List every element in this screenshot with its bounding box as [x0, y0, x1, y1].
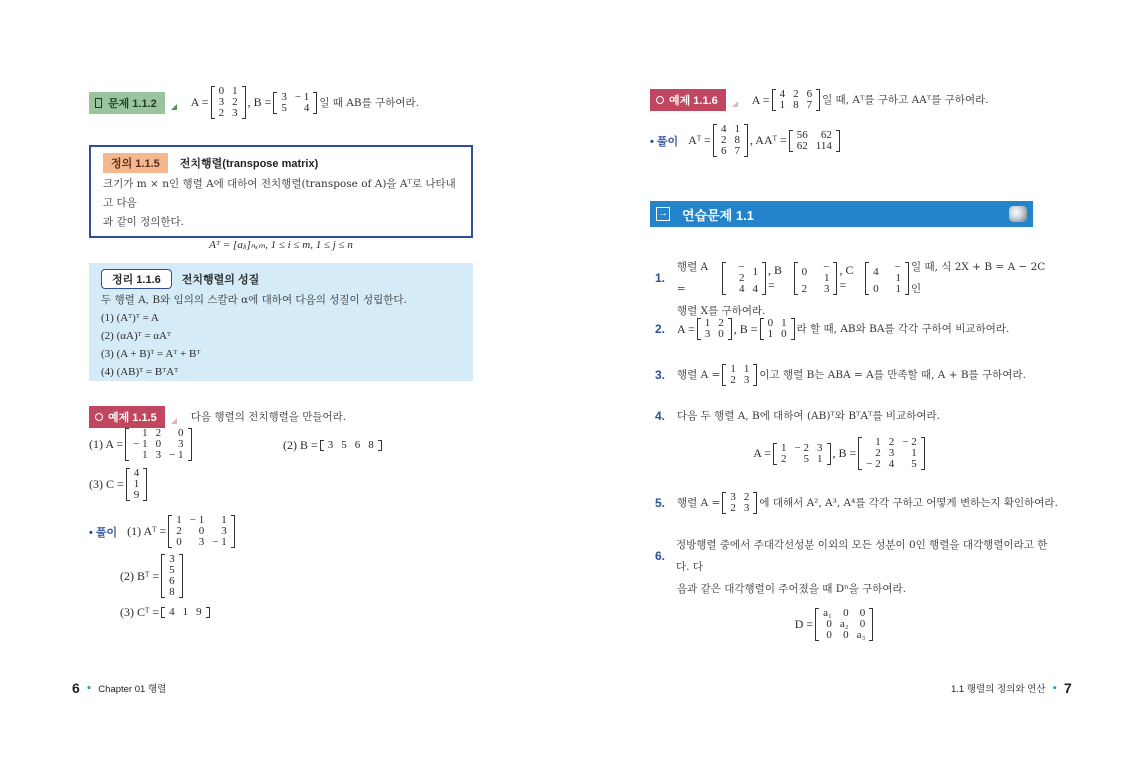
- matrix-cell: 5: [341, 439, 347, 451]
- left-footer: [72, 680, 166, 696]
- matrix-cell: 114: [815, 139, 832, 152]
- exercise-text: 에 대해서 A², A³, A⁴를 각각 구하고 어떻게 변하는지 확인하여라.: [759, 497, 1058, 509]
- matrix-a-label: A =: [190, 95, 209, 109]
- matrix-b: [858, 437, 924, 470]
- matrix-cell: − 1: [294, 90, 310, 103]
- matrix-cell: 6: [354, 439, 361, 451]
- bullet-dot: •: [1051, 681, 1059, 695]
- matrix-cell: 4: [752, 282, 758, 295]
- bracket-right: [816, 89, 820, 111]
- example-text: 다음 행렬의 전치행렬을 만들어라.: [190, 411, 347, 423]
- matrix-entries: [215, 86, 242, 119]
- matrix-cell: 9: [196, 606, 202, 618]
- matrix-cell: 6: [169, 575, 175, 587]
- matrix-cell: 1: [779, 99, 786, 111]
- solution-part-2: [120, 554, 185, 598]
- bracket-right: [728, 318, 732, 340]
- matrix-cell: 4: [738, 282, 745, 295]
- matrix-b-label: , B =: [247, 95, 272, 109]
- bullet-dot: •: [85, 681, 93, 695]
- theorem-item-3: (3) (A + B)ᵀ = Aᵀ + Bᵀ: [101, 348, 201, 360]
- matrix-entries: [726, 364, 753, 386]
- matrix-cell: 4: [873, 266, 879, 278]
- exercise-number: 1.: [655, 271, 666, 285]
- matrix-cell: 3: [232, 107, 238, 119]
- part-3-label: (3) C =: [89, 477, 124, 491]
- matrix-cell: 1: [781, 441, 787, 454]
- matrix-entries: [777, 443, 826, 465]
- matrix-cell: − 1: [212, 536, 227, 548]
- matrix-cell: 1: [781, 317, 787, 329]
- matrix-cell: 3: [743, 502, 750, 514]
- theorem-title: 전치행렬의 성질: [181, 274, 260, 286]
- matrix-entries: [172, 515, 230, 548]
- matrix-entries: [129, 428, 187, 461]
- exercise-text: 행렬 A =: [677, 497, 721, 509]
- matrix-cell: 2: [718, 317, 724, 329]
- example-1-1-6-header: [650, 89, 989, 111]
- part-1-label: (1) A =: [89, 437, 124, 451]
- matrix-cell: 8: [169, 586, 175, 598]
- matrix-cell: 0: [781, 328, 787, 340]
- matrix-cell: 1: [142, 427, 148, 439]
- problem-text: 일 때 AB를 구하여라.: [319, 96, 419, 109]
- exercise-5: [655, 492, 1058, 514]
- matrix-cell: 3: [730, 491, 736, 503]
- theorem-item-4: (4) (AB)ᵀ = BᵀAᵀ: [101, 366, 179, 378]
- example-label: 예제 1.1.6: [669, 95, 718, 107]
- matrix-cell: 5: [169, 564, 175, 576]
- matrix-cell: 3: [281, 90, 287, 103]
- matrix-cell: 3: [218, 96, 225, 108]
- theorem-item-1: (1) (Aᵀ)ᵀ = A: [101, 312, 159, 324]
- exercise-4: [655, 405, 1055, 470]
- matrix-c-transpose: [161, 607, 210, 618]
- flag-icon: [171, 418, 177, 424]
- matrix-cell: 4: [133, 467, 140, 479]
- matrix-cell: 2: [720, 134, 727, 146]
- circle-icon: [95, 413, 103, 421]
- right-page: [561, 0, 1122, 757]
- flag-icon: [732, 101, 738, 107]
- matrix-cell: 1: [734, 123, 740, 135]
- matrix-d: [815, 608, 873, 641]
- exercise-number: 4.: [655, 409, 666, 423]
- matrix-cell: 5: [911, 458, 917, 470]
- matrix-entries: [165, 607, 206, 618]
- exercise-text-line-2: 음과 같은 대각행렬이 주어졌을 때 Dⁿ을 구하여라.: [677, 583, 907, 595]
- matrix-cell: 2: [781, 452, 787, 465]
- theorem-items: [101, 309, 461, 381]
- problem-badge: [89, 92, 165, 114]
- bracket-right: [791, 318, 795, 340]
- matrix-cell: − 1: [823, 260, 830, 284]
- matrix-cell: 3: [823, 282, 830, 295]
- definition-title: 전치행렬(transpose matrix): [179, 158, 319, 170]
- definition-box: [89, 145, 473, 251]
- matrix-cell: − 2: [738, 260, 745, 284]
- matrix-cell: 2: [875, 447, 881, 459]
- matrix-a: [697, 318, 732, 340]
- solution-label: • 풀이: [650, 135, 679, 148]
- matrix-entries: [869, 262, 905, 295]
- theorem-item-2: (2) (αA)ᵀ = αAᵀ: [101, 330, 171, 342]
- circle-icon: [656, 96, 664, 104]
- matrix-c-label: , C =: [839, 263, 854, 292]
- definition-line-1: 크기가 m × n인 행렬 A에 대하여 전치행렬(transpose of A)을 Aᵀ로 나타내고 다음: [103, 178, 456, 209]
- example-1-1-6-solution: [650, 124, 842, 157]
- matrix-a: [773, 443, 830, 465]
- matrix-cell: 1: [176, 514, 182, 526]
- matrix-cell: 6: [806, 88, 813, 100]
- example-badge: [89, 406, 165, 428]
- matrix-entries: [764, 318, 791, 340]
- matrix-entries: [798, 262, 834, 295]
- matrix-cell: 6: [720, 145, 727, 157]
- matrix-entries: [819, 608, 869, 641]
- exercise-number: 5.: [655, 496, 666, 510]
- solution-1-label: (1) Aᵀ =: [127, 524, 167, 538]
- exercise-3: [655, 364, 1026, 386]
- matrix-cell: 3: [888, 447, 895, 459]
- bracket-right: [231, 515, 235, 548]
- matrix-cell: 1: [232, 85, 238, 97]
- matrix-cell: 0: [873, 282, 879, 295]
- definition-formula: Aᵀ = [aⱼᵢ]ₙₓₘ, 1 ≤ i ≤ m, 1 ≤ j ≤ n: [209, 239, 353, 251]
- definition-badge: 정의 1.1.5: [103, 153, 168, 173]
- exercise-title: 연습문제 1.1: [682, 207, 754, 223]
- matrix-cell: 3: [221, 525, 227, 537]
- matrix-cell: 2: [888, 436, 895, 448]
- example-part-2: [283, 438, 384, 453]
- matrix-b: [273, 92, 317, 114]
- matrix-a-transpose: [713, 124, 748, 157]
- matrix-cell: 62: [796, 139, 808, 152]
- puzzle-icon: [1009, 206, 1027, 222]
- matrix-b-label: , B =: [767, 263, 782, 292]
- problem-label: 문제 1.1.2: [108, 97, 157, 110]
- bracket-right: [833, 262, 837, 295]
- matrix-cell: 3: [743, 374, 750, 386]
- matrix-entries: [717, 124, 744, 157]
- matrix-cell: 1: [817, 452, 823, 465]
- matrix-cell: 0: [859, 618, 866, 630]
- matrix-cell: − 1: [894, 260, 901, 284]
- exercise-text: 행렬 A =: [677, 369, 721, 381]
- chapter-label: Chapter 01 행렬: [98, 684, 167, 695]
- matrix-cell: a₂: [839, 618, 849, 630]
- matrix-cell: 2: [155, 427, 162, 439]
- matrix-cell: a₁: [823, 607, 832, 619]
- bracket-right: [744, 124, 748, 157]
- matrix-cell: 1: [182, 606, 189, 618]
- bracket-right: [753, 492, 757, 514]
- matrix-cell: 2: [801, 282, 808, 295]
- matrix-cell: 7: [806, 99, 813, 111]
- matrix-cell: 5: [803, 452, 810, 465]
- matrix-a-transpose: [168, 515, 234, 548]
- matrix-cell: 2: [176, 525, 182, 537]
- matrix-a-label: A =: [677, 321, 695, 336]
- matrix-b: [760, 318, 795, 340]
- matrix-cell: 4: [720, 123, 727, 135]
- matrix-a: [772, 89, 821, 111]
- matrix-cell: 3: [198, 536, 205, 548]
- exercise-text-line-2: 행렬 X를 구하여라.: [677, 305, 766, 317]
- matrix-cell: 3: [327, 439, 334, 451]
- matrix-aat: [789, 130, 840, 152]
- matrix-a-label: A =: [753, 446, 772, 460]
- matrix-cell: 1: [133, 478, 140, 490]
- matrix-cell: 2: [218, 107, 225, 119]
- bracket-right: [869, 608, 873, 641]
- solution-part-3: [120, 605, 212, 620]
- matrix-b-label: , B =: [832, 446, 857, 460]
- part-2-label: (2) B =: [283, 438, 318, 452]
- matrix-cell: 4: [888, 458, 895, 470]
- exercise-number: 3.: [655, 368, 666, 382]
- matrix-entries: [793, 130, 836, 152]
- exercise-number: 2.: [655, 322, 666, 336]
- matrix-b-label: , B =: [733, 321, 758, 336]
- bracket-right: [921, 437, 925, 470]
- matrix-b: [320, 440, 382, 451]
- matrix-cell: 0: [859, 607, 866, 619]
- matrix-cell: 0: [176, 536, 182, 548]
- page-number: 7: [1064, 680, 1072, 696]
- matrix-b-transpose: [161, 554, 183, 598]
- matrix-cell: 1: [911, 447, 917, 459]
- matrix-cell: 2: [232, 96, 238, 108]
- bracket-right: [836, 130, 840, 152]
- matrix-b: [794, 262, 838, 295]
- matrix-cell: 2: [793, 88, 799, 100]
- matrix-a: [125, 428, 191, 461]
- matrix-cell: 1: [221, 514, 227, 526]
- matrix-cell: 1: [704, 317, 711, 329]
- bracket-right: [827, 443, 831, 465]
- exercise-text: 행렬 A =: [676, 261, 709, 295]
- matrix-cell: 1: [752, 266, 758, 278]
- bracket-right: [378, 440, 382, 451]
- bracket-right: [753, 364, 757, 386]
- right-footer: [951, 680, 1072, 696]
- exercise-1: [655, 256, 1055, 322]
- matrix-cell: 0: [767, 317, 774, 329]
- matrix-cell: 0: [155, 438, 162, 450]
- exercise-2: [655, 318, 1009, 340]
- matrix-cell: 3: [704, 328, 711, 340]
- exercise-header: [650, 201, 1033, 227]
- section-label: 1.1 행렬의 정의와 연산: [951, 684, 1046, 695]
- matrix-entries: [130, 468, 144, 501]
- example-badge: [650, 89, 726, 111]
- solution-3-label: (3) Cᵀ =: [120, 605, 160, 619]
- bracket-right: [143, 468, 147, 501]
- bracket-right: [313, 92, 317, 114]
- problem-1-1-2: [89, 86, 419, 119]
- matrix-cell: 2: [730, 502, 736, 514]
- matrix-cell: 3: [178, 438, 184, 450]
- aat-label: , AAᵀ =: [749, 133, 787, 147]
- matrix-a: [211, 86, 246, 119]
- bracket-right: [188, 428, 192, 461]
- matrix-cell: 8: [368, 439, 374, 451]
- example-text: 일 때, Aᵀ를 구하고 AAᵀ를 구하여라.: [822, 94, 989, 106]
- matrix-cell: 1: [730, 363, 736, 375]
- definition-line-2: 과 같이 정의한다.: [103, 216, 185, 228]
- matrix-a-label: A =: [751, 92, 770, 107]
- matrix-entries: [776, 89, 817, 111]
- matrix-cell: − 1: [133, 438, 148, 450]
- exercise-number: 6.: [655, 549, 666, 563]
- matrix-cell: 0: [801, 266, 808, 278]
- matrix-a: [722, 364, 757, 386]
- matrix-cell: 2: [730, 374, 736, 386]
- matrix-entries: [862, 437, 920, 470]
- matrix-cell: 0: [843, 629, 849, 641]
- matrix-entries: [701, 318, 728, 340]
- a-transpose-label: Aᵀ =: [688, 133, 711, 147]
- matrix-cell: 8: [793, 99, 799, 111]
- flag-icon: [171, 104, 177, 110]
- matrix-cell: 3: [817, 441, 823, 454]
- matrix-cell: − 2: [794, 441, 810, 454]
- matrix-cell: 1: [142, 449, 148, 461]
- example-part-1: [89, 428, 194, 461]
- matrix-cell: 9: [133, 489, 140, 501]
- theorem-box: [89, 263, 473, 381]
- example-label: 예제 1.1.5: [108, 412, 157, 424]
- matrix-cell: 56: [796, 128, 808, 141]
- matrix-cell: 62: [820, 128, 832, 141]
- matrix-cell: 1: [767, 328, 774, 340]
- matrix-entries: [726, 492, 753, 514]
- matrix-cell: 7: [734, 145, 740, 157]
- matrix-cell: 4: [303, 101, 310, 114]
- exercise-text: 정방행렬 중에서 주대각선성분 이외의 모든 성분이 0인 행렬을 대각행렬이라고 한다. 다: [675, 539, 1048, 573]
- matrix-cell: 0: [178, 427, 184, 439]
- matrix-cell: 0: [718, 328, 724, 340]
- matrix-cell: 8: [734, 134, 740, 146]
- bracket-right: [206, 607, 210, 618]
- matrix-cell: 0: [843, 607, 849, 619]
- matrix-cell: − 1: [189, 514, 205, 526]
- matrix-cell: 0: [826, 629, 832, 641]
- matrix-cell: 4: [779, 88, 786, 100]
- matrix-entries: [165, 554, 179, 598]
- matrix-cell: − 2: [902, 436, 917, 448]
- matrix-cell: 1: [875, 436, 881, 448]
- matrix-d-label: D =: [794, 617, 814, 631]
- matrix-entries: [277, 92, 313, 114]
- matrix-c: [865, 262, 909, 295]
- matrix-a: [722, 262, 766, 295]
- bracket-right: [905, 262, 909, 295]
- solution-label: • 풀이: [89, 526, 118, 539]
- example-1-1-5-header: [89, 406, 346, 428]
- example-part-3: [89, 468, 149, 501]
- bracket-right: [179, 554, 183, 598]
- matrix-entries: [726, 262, 762, 295]
- square-icon: [95, 98, 102, 108]
- solution-2-label: (2) Bᵀ =: [120, 568, 160, 583]
- exercise-text: 라 할 때, AB와 BA를 각각 구하여 비교하여라.: [796, 323, 1010, 335]
- matrix-cell: 1: [895, 282, 901, 295]
- page-number: 6: [72, 680, 80, 696]
- bracket-right: [762, 262, 766, 295]
- matrix-cell: 0: [218, 85, 225, 97]
- matrix-c: [126, 468, 148, 501]
- matrix-entries: [324, 440, 378, 451]
- matrix-cell: − 1: [169, 449, 184, 461]
- matrix-cell: 5: [281, 101, 287, 114]
- matrix-cell: 3: [155, 449, 162, 461]
- exercise-6: [655, 534, 1055, 641]
- matrix-cell: 1: [743, 363, 750, 375]
- bracket-right: [242, 86, 246, 119]
- matrix-cell: 3: [169, 553, 175, 565]
- matrix-cell: − 2: [866, 458, 881, 470]
- arrow-into-box-icon: →: [658, 208, 668, 219]
- exercise-text: 일 때, 식 2X + B = A − 2C인: [910, 261, 1046, 295]
- matrix-cell: 4: [169, 606, 175, 618]
- theorem-intro: 두 행렬 A, B와 임의의 스칼라 α에 대하여 다음의 성질이 성립한다.: [101, 294, 407, 306]
- matrix-cell: 2: [743, 491, 750, 503]
- matrix-cell: 0: [826, 618, 832, 630]
- matrix-cell: 0: [198, 525, 205, 537]
- exercise-text: 이고 행렬 B는 ABA = A를 만족할 때, A + B를 구하여라.: [759, 369, 1026, 381]
- theorem-badge: 정리 1.1.6: [101, 269, 172, 289]
- solution-part-1: [89, 515, 237, 548]
- exercise-text: 다음 두 행렬 A, B에 대하여 (AB)ᵀ와 BᵀAᵀ를 비교하여라.: [677, 410, 940, 422]
- matrix-cell: a₃: [856, 629, 866, 641]
- matrix-a: [722, 492, 757, 514]
